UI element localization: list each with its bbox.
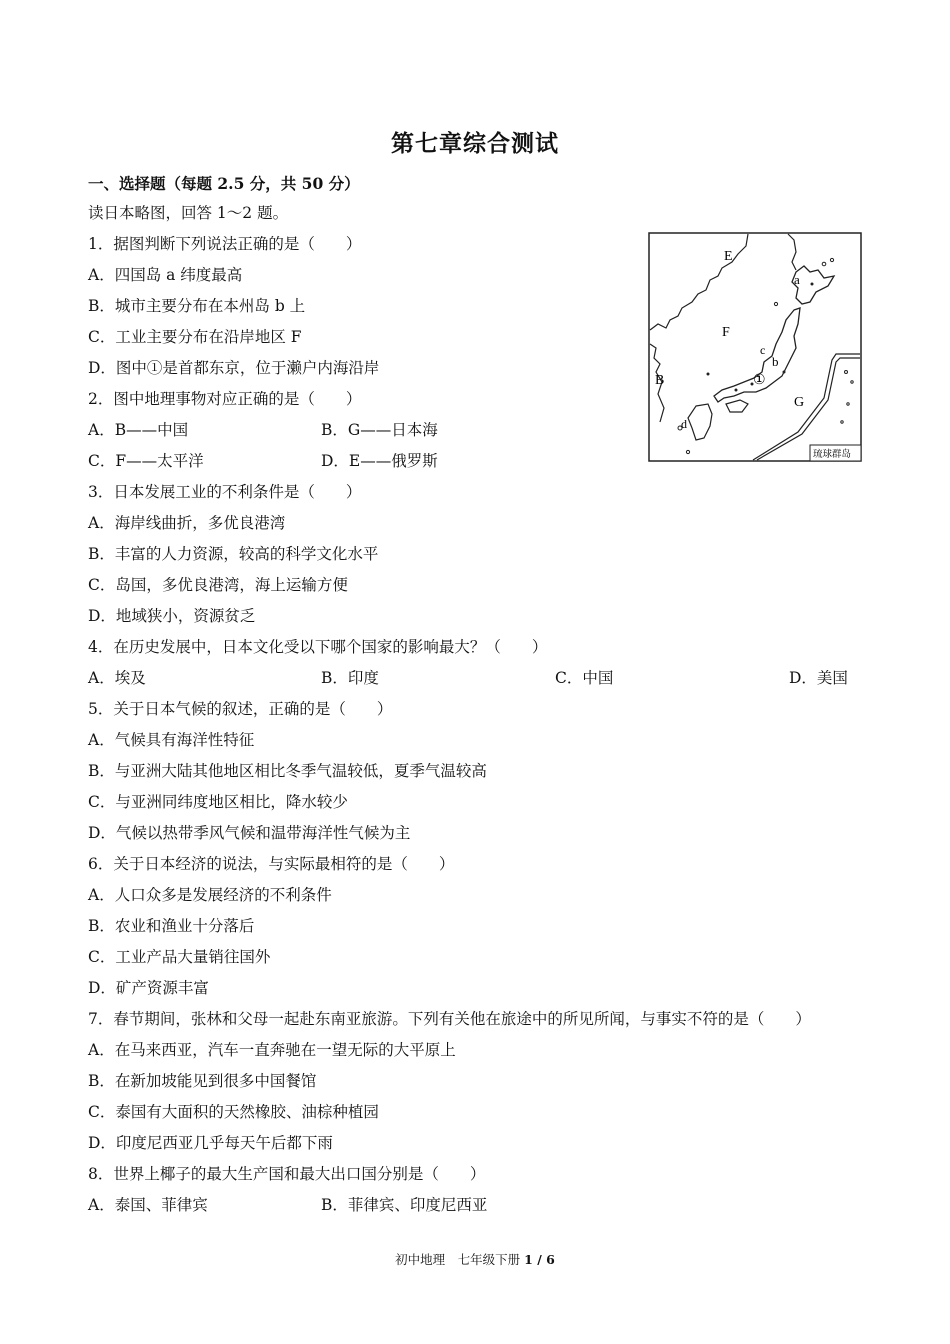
page-title: 第七章综合测试 <box>391 130 559 157</box>
question-8-option-b: B．菲律宾、印度尼西亚 <box>321 1196 488 1214</box>
question-4-option-d: D．美国 <box>789 669 848 687</box>
intro-text: 读日本略图，回答 1～2 题。 <box>88 204 289 222</box>
question-6-option-c: C．工业产品大量销往国外 <box>88 948 271 966</box>
question-8-option-a: A．泰国、菲律宾 <box>88 1196 208 1214</box>
question-3-option-b: B．丰富的人力资源，较高的科学文化水平 <box>88 545 379 563</box>
question-3-option-a: A．海岸线曲折，多优良港湾 <box>88 514 286 532</box>
question-6-option-b: B．农业和渔业十分落后 <box>88 917 255 935</box>
question-6-option-d: D．矿产资源丰富 <box>88 979 209 997</box>
question-3-option-c: C．岛国，多优良港湾，海上运输方便 <box>88 576 348 594</box>
footer-text: 初中地理 七年级下册 <box>395 1252 521 1267</box>
section-heading: 一、选择题（每题 2.5 分，共 50 分） <box>88 174 360 193</box>
question-7: 7．春节期间，张林和父母一起赴东南亚旅游。下列有关他在旅途中的所见所闻，与事实不符的是（ ） <box>88 1010 811 1028</box>
question-2-option-a: A．B——中国 <box>88 421 189 439</box>
question-5-option-a: A．气候具有海洋性特征 <box>88 731 255 749</box>
question-4-option-a: A．埃及 <box>88 669 146 687</box>
question-5: 5．关于日本气候的叙述，正确的是（ ） <box>88 700 393 718</box>
question-1: 1．据图判断下列说法正确的是（ ） <box>88 235 362 253</box>
question-5-option-d: D．气候以热带季风气候和温带海洋性气候为主 <box>88 824 411 842</box>
question-3-option-d: D．地域狭小，资源贫乏 <box>88 607 256 625</box>
question-1-option-c: C．工业主要分布在沿岸地区 F <box>88 328 302 346</box>
question-3: 3．日本发展工业的不利条件是（ ） <box>88 483 362 501</box>
question-2-option-c: C．F——太平洋 <box>88 452 204 470</box>
map-label-a: a <box>794 272 800 287</box>
question-7-option-d: D．印度尼西亚几乎每天午后都下雨 <box>88 1134 333 1152</box>
map-label-b-lower: b <box>772 354 779 369</box>
map-label-e: E <box>724 249 733 264</box>
map-label-f: F <box>722 325 730 340</box>
map-label-g: G <box>794 395 805 410</box>
map-label-capital: ① <box>753 372 766 388</box>
question-7-option-b: B．在新加坡能见到很多中国餐馆 <box>88 1072 317 1090</box>
question-4-option-b: B．印度 <box>321 669 379 687</box>
question-4: 4．在历史发展中，日本文化受以下哪个国家的影响最大？（ ） <box>88 638 548 656</box>
japan-sketch-map <box>648 232 862 462</box>
footer-page-number: 1 / 6 <box>524 1252 555 1267</box>
question-6-option-a: A．人口众多是发展经济的不利条件 <box>88 886 332 904</box>
question-6: 6．关于日本经济的说法，与实际最相符的是（ ） <box>88 855 455 873</box>
question-7-option-a: A．在马来西亚，汽车一直奔驰在一望无际的大平原上 <box>88 1041 456 1059</box>
map-label-d: d <box>681 417 687 431</box>
map-inset-label: 琉球群岛 <box>813 449 852 460</box>
map-label-c: c <box>760 343 766 357</box>
question-2: 2．图中地理事物对应正确的是（ ） <box>88 390 362 408</box>
question-2-option-b: B．G——日本海 <box>321 421 438 439</box>
question-2-option-d: D．E——俄罗斯 <box>321 452 438 470</box>
map-label-b: B <box>655 373 665 388</box>
question-1-option-a: A．四国岛 a 纬度最高 <box>88 266 243 284</box>
question-1-option-b: B．城市主要分布在本州岛 b 上 <box>88 297 306 315</box>
question-5-option-b: B．与亚洲大陆其他地区相比冬季气温较低，夏季气温较高 <box>88 762 487 780</box>
page-footer <box>0 1250 950 1268</box>
question-7-option-c: C．泰国有大面积的天然橡胶、油棕种植园 <box>88 1103 379 1121</box>
question-4-option-c: C．中国 <box>555 669 614 687</box>
question-8: 8．世界上椰子的最大生产国和最大出口国分别是（ ） <box>88 1165 486 1183</box>
question-1-option-d: D．图中①是首都东京，位于濑户内海沿岸 <box>88 359 380 377</box>
question-5-option-c: C．与亚洲同纬度地区相比，降水较少 <box>88 793 348 811</box>
